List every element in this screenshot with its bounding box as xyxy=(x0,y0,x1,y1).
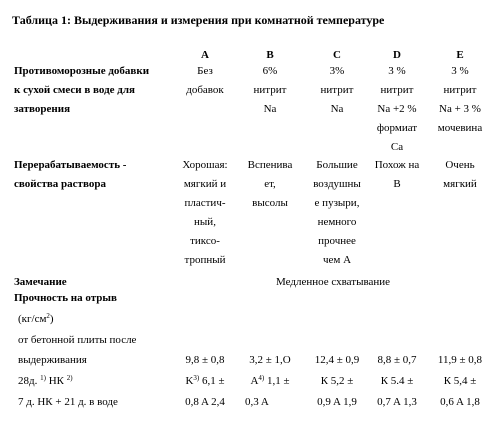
agent-row-label xyxy=(14,65,149,122)
agent-cell-d: 3 % нитрит Na +2 % формиат Ca xyxy=(376,65,418,153)
workability-row-label xyxy=(14,159,126,197)
r7-cell-a: 0,8 A 2,4 xyxy=(185,396,225,408)
strength-cell-d: 8,8 ± 0,7 xyxy=(377,354,417,366)
column-letter-c: C xyxy=(333,49,341,61)
strength-cell-e: 11,9 ± 0,8 xyxy=(437,354,483,366)
workability-label-line: Перерабатываемость - xyxy=(14,159,127,171)
strength-cell-c: 12,4 ± 0,9 xyxy=(314,354,360,366)
workability-label-line: свойства раствора xyxy=(14,178,106,190)
r7-cell-e: 0,6 A 1,8 xyxy=(440,396,480,408)
workability-cell-e: Очень мягкий xyxy=(443,159,477,190)
strength-line2: от бетонной плиты после xyxy=(18,334,137,346)
row-7d-label: 7 д. НК + 21 д. в воде xyxy=(18,396,118,408)
remark-label: Замечание xyxy=(14,276,67,288)
r28-cell-a: $K^{3)}$ 6,1 ± xyxy=(185,374,225,387)
workability-cell-b: Вспенива ет, высолы xyxy=(247,159,293,209)
r28-cell-b: $A^{4)}$ 1,1 ± xyxy=(250,374,290,387)
table-caption: Таблица 1: Выдерживания и измерения при комнатной температуре xyxy=(12,13,385,27)
agent-label-line: к сухой смеси в воде для xyxy=(14,84,135,96)
r7-cell-b: 0,3 A xyxy=(245,396,269,408)
workability-cell-a: Хорошая: мягкий и пластич- ный, тиксо- тропный xyxy=(182,159,228,266)
agent-label-line: Противоморозные добавки xyxy=(14,65,150,77)
r28-cell-e: К 5,4 ± xyxy=(443,375,477,387)
column-letter-e: E xyxy=(456,49,464,61)
agent-label-line: затворения xyxy=(14,103,71,115)
strength-title: Прочность на отрыв xyxy=(14,292,117,304)
agent-cell-c: 3% нитрит Na xyxy=(320,65,354,115)
row-28d-label: 28д. $^{1)}$ НК $^{2)}$ xyxy=(18,374,73,387)
r7-cell-c: 0,9 A 1,9 xyxy=(317,396,357,408)
strength-unit: $(кг/см^2)$ xyxy=(18,312,54,325)
strength-cell-a: 9,8 ± 0,8 xyxy=(185,354,225,366)
agent-cell-e: 3 % нитрит Na + 3 % мочевина xyxy=(437,65,483,134)
agent-cell-a: Без добавок xyxy=(186,65,224,96)
r7-cell-d: 0,7 A 1,3 xyxy=(377,396,417,408)
strength-line3: выдерживания xyxy=(18,354,87,366)
column-letter-b: B xyxy=(266,49,274,61)
r28-cell-c: К 5,2 ± xyxy=(320,375,354,387)
column-letter-d: D xyxy=(393,49,401,61)
agent-cell-b: 6% нитрит Na xyxy=(253,65,287,115)
r28-cell-d: К 5.4 ± xyxy=(380,375,414,387)
remark-value: Медленное схватывание xyxy=(276,276,391,288)
workability-cell-d: Похож на В xyxy=(374,159,420,190)
column-letter-a: A xyxy=(201,49,209,61)
workability-cell-c: Большие воздушны е пузыри, немного прочнее чем А xyxy=(313,159,361,266)
strength-cell-b: 3,2 ± 1,O xyxy=(249,354,291,366)
